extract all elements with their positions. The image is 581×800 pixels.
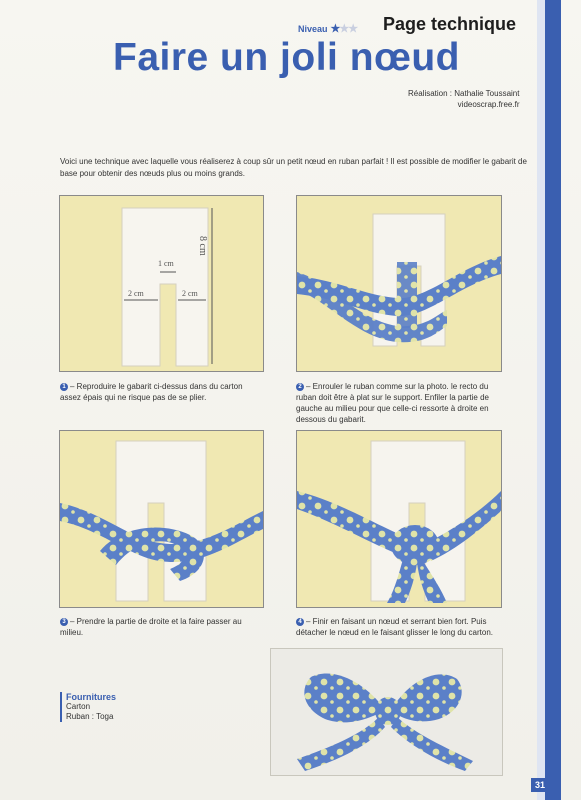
intro-paragraph: Voici une technique avec laquelle vous réaliserez à coup sûr un petit nœud en ruban parfait ! Il est possible de modifier le gabarit de base pour obtenir des nœuds plus ou moins grands. [60,157,527,178]
page-number: 31 [531,778,549,792]
step3-caption [60,616,265,638]
step-number-badge: 1 [60,383,68,391]
label-left-width: 2 cm [128,289,144,298]
label-right-width: 2 cm [182,289,198,298]
finished-bow-photo [270,648,503,776]
step3-photo [59,430,264,608]
step1-caption [60,381,265,403]
ribbon-cross-image [60,431,263,607]
page-edge-bar [545,0,561,800]
step4-photo [296,430,502,608]
star-filled-icon: ★ [330,23,340,35]
ribbon-wrap-image [297,196,501,371]
supplies-title: Fournitures [66,692,117,702]
credit-author: Réalisation : Nathalie Toussaint [408,89,520,98]
step-text: – Reproduire le gabarit ci-dessus dans du carton assez épais qui ne risque pas de se plier. [60,382,243,402]
step-text: – Finir en faisant un nœud et serrant bien fort. Puis détacher le nœud en le faisant glisser le long du carton. [296,617,494,637]
supplies-box [60,692,116,722]
step2-photo [296,195,502,372]
page-edge-stripe [537,0,545,800]
section-heading: Page technique [383,14,517,34]
star-empty-icon: ★ [348,23,358,35]
step-number-badge: 4 [296,618,304,626]
step-text: – Prendre la partie de droite et la faire passer au milieu. [60,617,242,637]
template-illustration [60,196,263,371]
step1-photo [59,195,264,372]
step2-caption [296,381,504,425]
step-number-badge: 2 [296,383,304,391]
credit-website: videoscrap.free.fr [457,100,520,109]
ribbon-knot-image [297,431,501,607]
bow-image [271,649,502,775]
step4-caption [296,616,504,638]
page-title: Faire un joli nœud [113,36,460,79]
step-text: – Enrouler le ruban comme sur la photo. le recto du ruban doit être à plat sur le support. Enfiler la partie de gauche au milieu pour que celle-ci ressorte à droite en dessous du gabarit. [296,382,489,424]
label-slot: 1 cm [158,259,174,268]
step-number-badge: 3 [60,618,68,626]
level-stars [331,22,358,35]
difficulty-level [298,22,357,35]
supply-item: Ruban : Toga [66,712,114,721]
supply-item: Carton [66,702,91,711]
credits [408,88,519,110]
star-empty-icon: ★ [339,23,349,35]
level-label: Niveau [298,23,328,34]
label-height: 8 cm [197,236,208,256]
